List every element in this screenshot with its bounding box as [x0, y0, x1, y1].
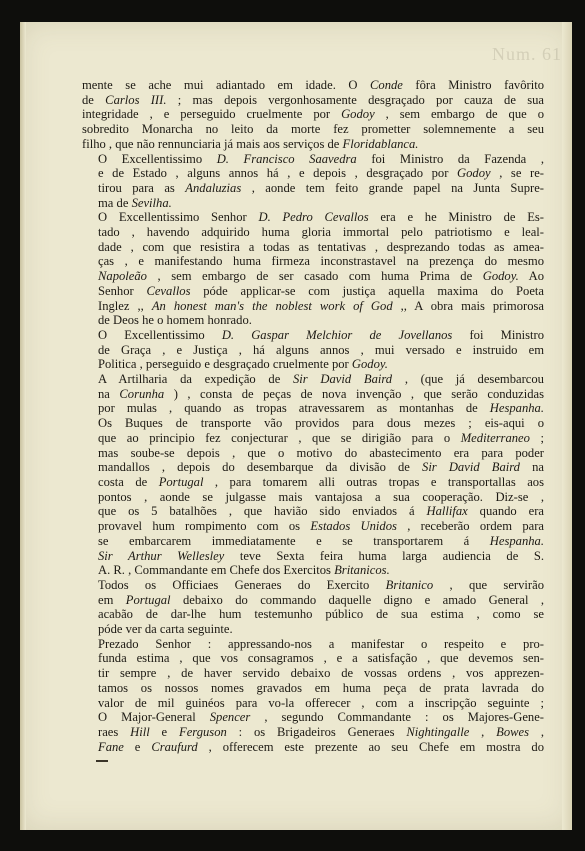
italic-run: Bowes	[496, 724, 530, 739]
text-run: mas soube-se depois , que o motivo do abastecimento era para poder	[98, 445, 544, 460]
text-run: que ao principio fez conjecturar , que se dirigião para o	[98, 430, 461, 445]
text-line	[82, 534, 544, 549]
text-run: A. R. , Commandante em Chefe dos Exercitos	[98, 563, 335, 578]
text-run: que os 5 batalhões , que havião sido enviados á	[98, 504, 427, 519]
text-line	[82, 78, 544, 93]
text-run: e	[123, 739, 152, 754]
italic-run: Sevilha.	[131, 195, 172, 210]
text-line	[82, 284, 544, 299]
page-spine-shadow	[20, 22, 26, 830]
italic-run: Napoleão	[98, 269, 147, 284]
text-run: Todos os Officiaes Generaes do Exercito	[98, 577, 386, 592]
text-run: O Excellentissimo Senhor	[98, 210, 259, 225]
text-line	[82, 343, 544, 358]
text-line	[82, 431, 544, 446]
italic-run: Hespanha.	[489, 533, 544, 548]
bleed-through-page-number: Num. 61	[492, 44, 562, 64]
text-run: acabão de dar-lhe hum testemunho público de sua estima , como se	[98, 607, 544, 622]
text-line	[82, 166, 544, 181]
text-run: ,	[469, 724, 497, 739]
italic-run: Portugal	[158, 474, 204, 489]
text-run: provavel hum rompimento com os	[98, 519, 311, 534]
text-run: Politica , perseguido e desgraçado cruelmente por	[98, 357, 352, 372]
text-run: Ao	[518, 269, 544, 284]
paragraph	[82, 549, 544, 578]
italic-run: Craufurd	[151, 739, 198, 754]
paragraph	[82, 210, 544, 328]
text-run: , para tomarem alli outras tropas e transportallas aos	[203, 474, 544, 489]
text-run: costa de	[98, 474, 159, 489]
text-run: filho , que não rennunciaria já mais aos serviços de	[82, 136, 343, 151]
text-run: , segundo Commandante : os Majores-Gene-	[250, 710, 544, 725]
text-line	[82, 299, 544, 314]
text-line	[82, 696, 544, 711]
text-run: e	[149, 724, 179, 739]
text-run: na	[98, 386, 120, 401]
text-run: de	[82, 92, 106, 107]
text-line	[82, 622, 544, 637]
text-line	[82, 372, 544, 387]
text-run: fôra Ministro favôrito	[402, 78, 544, 92]
text-run: raes	[98, 724, 131, 739]
text-line	[82, 460, 544, 475]
text-run: , sem embargo de ser casado com huma Prima de	[146, 269, 483, 284]
text-line	[82, 607, 544, 622]
footer-mark	[96, 760, 108, 762]
text-run: , se re-	[490, 166, 544, 181]
text-run: Prezado Senhor : appressando-nos a manifestar o respeito e pro-	[98, 636, 544, 651]
text-line	[82, 210, 544, 225]
text-run: tirou para as	[98, 180, 186, 195]
text-line	[82, 137, 544, 152]
italic-run: Nightingalle	[406, 724, 470, 739]
text-run: tado , havendo adquirido huma gloria immortal pelo patriotismo e leal-	[98, 225, 544, 240]
text-run: mandallos , depois do desembarque da divisão de	[98, 460, 423, 475]
text-run: era e he Ministro de Es-	[368, 210, 544, 225]
italic-run: Fane	[98, 739, 124, 754]
text-run: teve Sexta feira huma larga audiencia de S.	[224, 548, 544, 563]
page-edge-shadow	[562, 22, 572, 830]
italic-run: Britanico	[385, 577, 434, 592]
italic-run: Hill	[130, 724, 150, 739]
paragraph	[82, 372, 544, 416]
text-line	[82, 240, 544, 255]
italic-run: Conde	[370, 78, 403, 92]
italic-run: Sir Arthur Wellesley	[98, 548, 225, 563]
italic-run: Sir David Baird	[293, 372, 393, 387]
italic-run: Hespanha.	[489, 401, 544, 416]
text-run: integridade , e perseguido cruelmente por	[82, 107, 342, 122]
text-run: póde applicar-se com justiça aquella maxima do Poeta	[190, 283, 544, 298]
text-run: tamos os nossos nomes gravados em huma peça de prata lavrada do	[98, 680, 544, 695]
italic-run: Godoy.	[482, 269, 519, 284]
italic-run: Cevallos	[146, 283, 191, 298]
text-run: e de Estado , alguns annos há , e depois , desgraçado por	[98, 166, 458, 181]
text-run: dade , com que resistira a todas as tentativas , desprezando todas as amea-	[98, 239, 544, 254]
paragraph	[82, 78, 544, 152]
text-line	[82, 490, 544, 505]
text-line	[82, 93, 544, 108]
text-run: : os Brigadeiros Generaes	[226, 724, 407, 739]
text-line	[82, 328, 544, 343]
paragraph	[82, 152, 544, 211]
italic-run: Carlos III.	[105, 92, 167, 107]
paragraph	[82, 637, 544, 755]
text-run: de Deos he o homem honrado.	[98, 313, 252, 328]
text-run: se embarcarem immediatamente e se transportarem á	[98, 533, 490, 548]
text-line	[82, 416, 544, 431]
italic-run: Spencer	[209, 710, 251, 725]
text-line	[82, 681, 544, 696]
text-line	[82, 387, 544, 402]
text-run: , receberão ordem para	[396, 519, 544, 534]
text-run: , aonde tem feito grande papel na Junta Supre-	[241, 180, 544, 195]
text-line	[82, 666, 544, 681]
text-run: debaixo do commando daquelle digno e amado General ,	[170, 592, 544, 607]
italic-run: Ferguson	[179, 724, 227, 739]
italic-run: An honest man's the noblest work of God	[151, 298, 393, 313]
italic-run: Portugal	[125, 592, 171, 607]
text-run: mente se ache mui adiantado em idade. O	[82, 78, 370, 92]
text-line	[82, 196, 544, 211]
italic-run: Sir David Baird	[422, 460, 520, 475]
text-line	[82, 107, 544, 122]
text-line	[82, 651, 544, 666]
text-line	[82, 578, 544, 593]
text-line	[82, 313, 544, 328]
paragraph	[82, 578, 544, 637]
text-run: ças , e manifestando huma firmeza inconstrastavel na prezença do mesmo	[98, 254, 544, 269]
text-line	[82, 357, 544, 372]
text-run: O Major-General	[98, 710, 210, 725]
italic-run: D. Gaspar Melchior de Jovellanos	[221, 327, 453, 342]
text-run: , (que já desembarcou	[392, 372, 544, 387]
text-line	[82, 269, 544, 284]
text-run: ,, A obra mais primorosa	[392, 298, 544, 313]
text-run: ,	[529, 724, 544, 739]
text-line	[82, 181, 544, 196]
italic-run: Floridablanca.	[342, 136, 419, 151]
text-run: quando era	[467, 504, 544, 519]
italic-run: Godoy.	[351, 357, 388, 372]
italic-run: Britanicos.	[334, 563, 390, 578]
italic-run: D. Pedro Cevallos	[258, 210, 369, 225]
text-run: na	[519, 460, 544, 475]
text-run: em	[98, 592, 126, 607]
text-run: sobredito Monarcha no leito da morte fez prometter solemnemente a seu	[82, 122, 544, 137]
text-run: pontos , aonde se julgasse mais vantajosa a sua cooperação. Diz-se ,	[98, 489, 544, 504]
text-line	[82, 637, 544, 652]
text-run: , que servirão	[433, 577, 544, 592]
text-run: tir sempre , de haver servido debaixo de vossas ordens , vos apprezen-	[98, 666, 544, 681]
text-run: de Graça , e Justiça , há alguns annos , mui versado e instruido em	[98, 342, 544, 357]
text-run: Senhor	[98, 283, 147, 298]
text-line	[82, 549, 544, 564]
text-run: ma de	[98, 195, 132, 210]
text-run: foi Ministro da Fazenda ,	[356, 151, 544, 166]
italic-run: Andaluzias	[185, 180, 242, 195]
text-line	[82, 254, 544, 269]
text-run: A Artilharia da expedição de	[98, 372, 293, 387]
text-run: Os Buques de transporte vão providos para dous mezes ; eis-aqui o	[98, 416, 544, 431]
italic-run: Mediterraneo	[460, 430, 530, 445]
text-line	[82, 563, 544, 578]
italic-run: Godoy	[457, 166, 491, 181]
text-run: , offerecem este prezente ao seu Chefe em mostra do	[197, 739, 544, 754]
text-line	[82, 593, 544, 608]
text-line	[82, 152, 544, 167]
text-run: ;	[529, 430, 544, 445]
text-line	[82, 401, 544, 416]
text-line	[82, 710, 544, 725]
paragraph	[82, 328, 544, 372]
document-body	[82, 78, 544, 754]
italic-run: Hallifax	[426, 504, 468, 519]
text-run: ) , consta de peças de nova invenção , que serão conduzidas	[164, 386, 544, 401]
text-line	[82, 504, 544, 519]
text-run: funda estima , que vos consagramos , e a satisfação , que devemos sen-	[98, 651, 544, 666]
text-run: O Excellentissimo	[98, 151, 217, 166]
text-run: foi Ministro	[452, 327, 544, 342]
italic-run: Godoy	[341, 107, 375, 122]
text-line	[82, 225, 544, 240]
text-line	[82, 475, 544, 490]
italic-run: Corunha	[119, 386, 165, 401]
text-run: valor de mil guinéos para vo-la offerecer , com a inscripção seguinte ;	[98, 695, 544, 710]
text-line	[82, 519, 544, 534]
paragraph	[82, 416, 544, 548]
text-line	[82, 446, 544, 461]
text-run: por mulas , quando as tropas atravessarem as montanhas de	[98, 401, 490, 416]
text-run: O Excellentissimo	[98, 327, 222, 342]
text-run: ; mas depois vergonhosamente desgraçado por cauza de sua	[166, 92, 544, 107]
text-run: póde ver da carta seguinte.	[98, 622, 233, 637]
italic-run: Estados Unidos	[310, 519, 397, 534]
text-line	[82, 740, 544, 755]
text-line	[82, 725, 544, 740]
italic-run: D. Francisco Saavedra	[216, 151, 357, 166]
text-run: , sem embargo de que o	[374, 107, 544, 122]
text-run: Inglez ,,	[98, 298, 152, 313]
text-line	[82, 122, 544, 137]
